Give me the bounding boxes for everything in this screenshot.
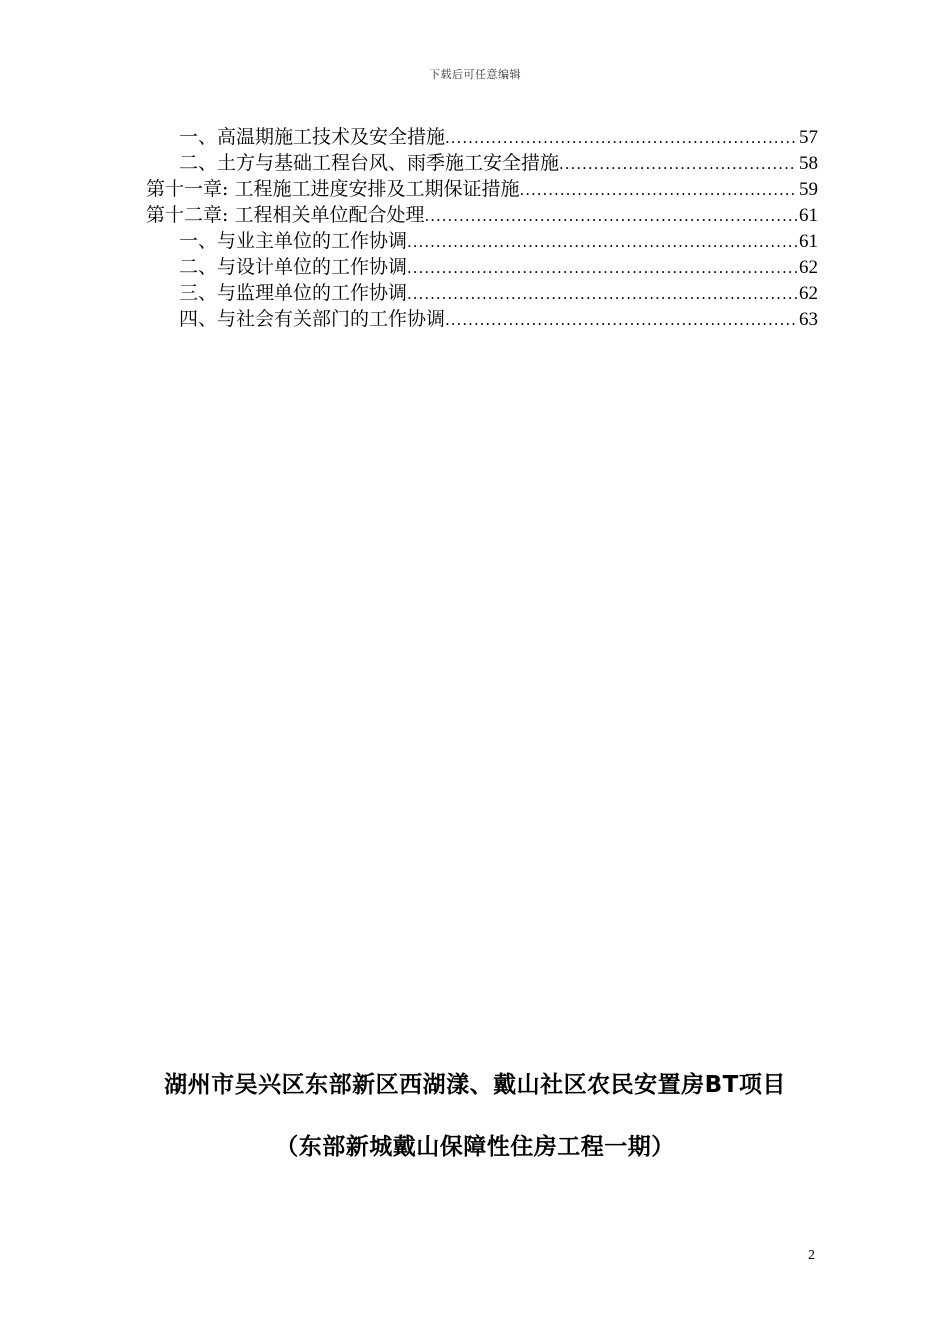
project-title: 湖州市吴兴区东部新区西湖漾、戴山社区农民安置房BT项目 (164, 1072, 786, 1098)
toc-entry-page: 62 (799, 283, 818, 304)
toc-entry[interactable] (146, 306, 818, 332)
toc-entry-title: 第十一章: 工程施工进度安排及工期保证措施 (146, 178, 520, 200)
toc-entry[interactable] (146, 254, 818, 280)
table-of-contents (146, 124, 818, 332)
toc-dot-leader (407, 255, 797, 280)
page-header: 下载后可任意编辑 (429, 68, 521, 81)
toc-dot-leader (407, 281, 797, 306)
toc-dot-leader (424, 203, 797, 228)
toc-entry-title: 二、与设计单位的工作协调 (179, 256, 408, 278)
toc-entry[interactable] (146, 176, 818, 202)
toc-entry-page: 58 (799, 153, 818, 174)
toc-entry-title: 三、与监理单位的工作协调 (179, 282, 408, 304)
toc-dot-leader (445, 307, 797, 332)
toc-entry-page: 61 (799, 205, 818, 226)
toc-entry[interactable] (146, 150, 818, 176)
project-subtitle: （东部新城戴山保障性住房工程一期） (275, 1134, 675, 1160)
toc-entry-title: 二、土方与基础工程台风、雨季施工安全措施 (179, 152, 560, 174)
toc-entry[interactable] (146, 202, 818, 228)
toc-dot-leader (445, 125, 797, 150)
toc-entry-page: 57 (799, 127, 818, 148)
toc-entry[interactable] (146, 228, 818, 254)
toc-entry[interactable] (146, 124, 818, 150)
toc-entry-page: 63 (799, 309, 818, 330)
toc-dot-leader (407, 229, 797, 254)
toc-entry-page: 59 (799, 179, 818, 200)
toc-entry-page: 61 (799, 231, 818, 252)
toc-entry[interactable] (146, 280, 818, 306)
toc-entry-title: 四、与社会有关部门的工作协调 (179, 308, 446, 330)
toc-dot-leader (559, 151, 797, 176)
toc-dot-leader (519, 177, 797, 202)
toc-entry-title: 一、与业主单位的工作协调 (179, 230, 408, 252)
page-number: 2 (808, 1248, 815, 1263)
toc-entry-title: 一、高温期施工技术及安全措施 (179, 126, 446, 148)
toc-entry-title: 第十二章: 工程相关单位配合处理 (146, 204, 425, 226)
toc-entry-page: 62 (799, 257, 818, 278)
